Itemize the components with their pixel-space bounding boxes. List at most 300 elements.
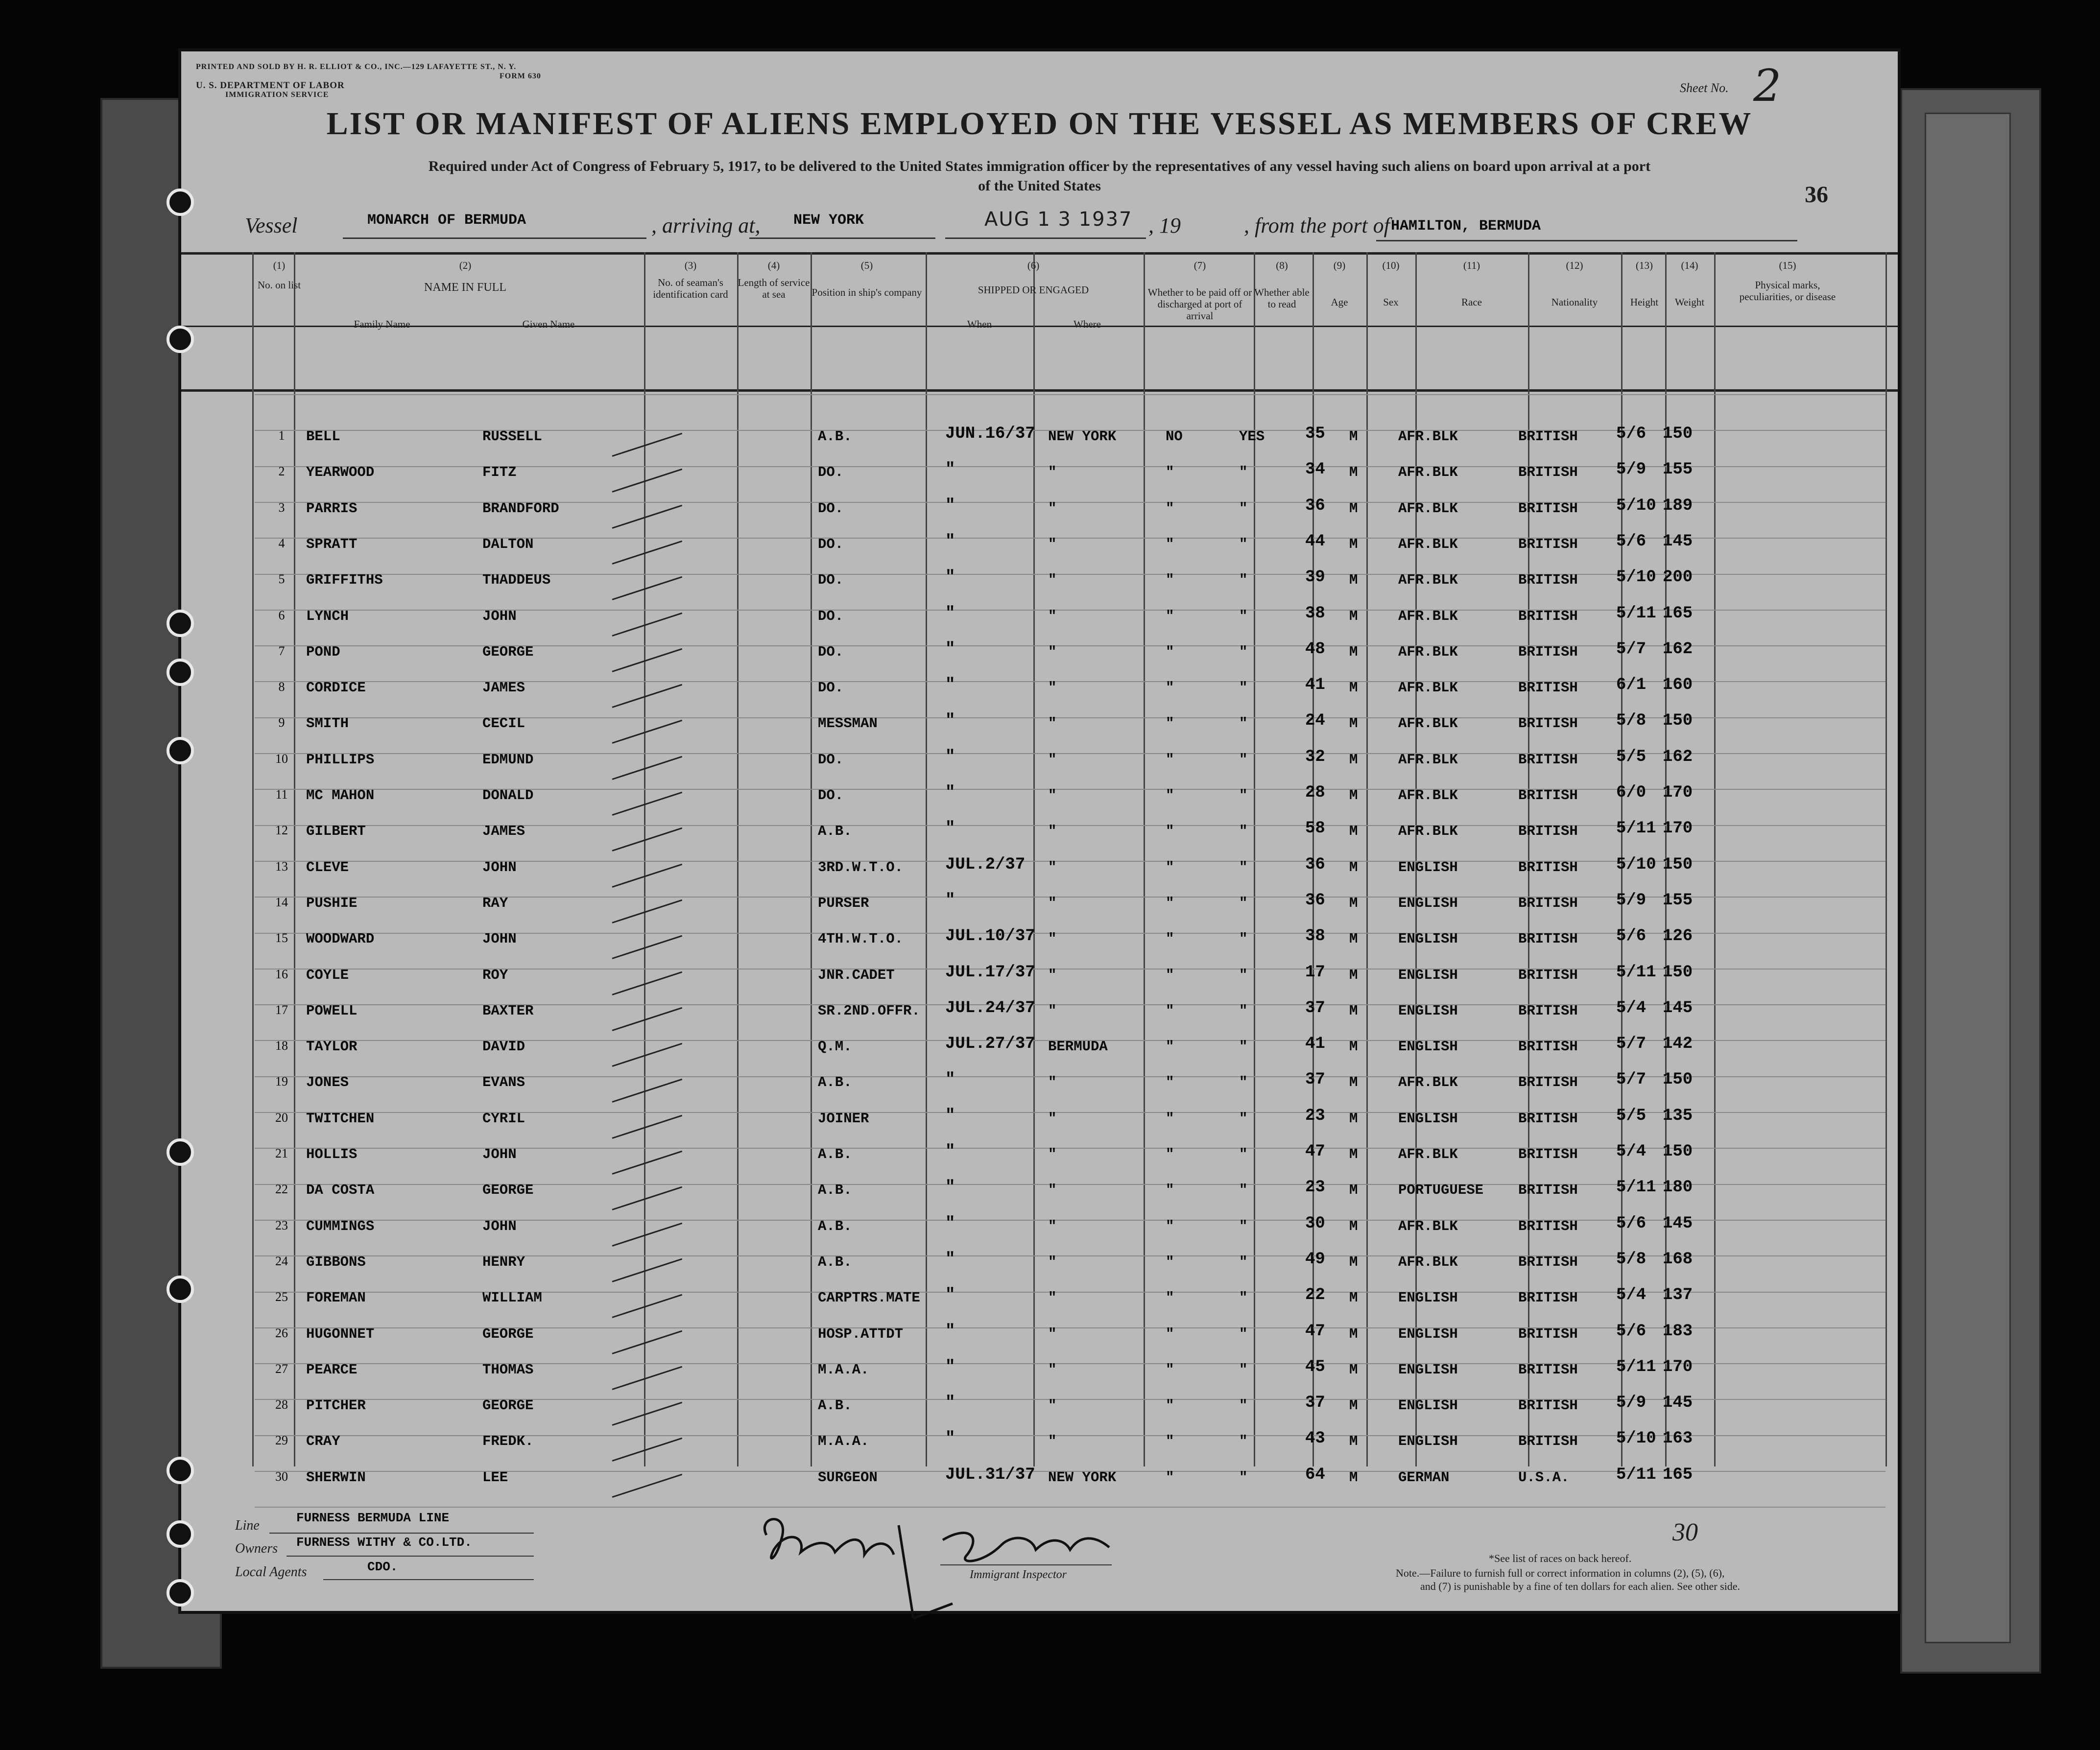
check-mark bbox=[612, 1222, 683, 1246]
check-mark bbox=[612, 935, 683, 959]
age: 28 bbox=[1305, 783, 1325, 802]
sex: M bbox=[1349, 1110, 1358, 1127]
race: AFR.BLK bbox=[1398, 1146, 1458, 1162]
race: AFR.BLK bbox=[1398, 572, 1458, 589]
age: 37 bbox=[1305, 1070, 1325, 1089]
shipped-where: " bbox=[1048, 1110, 1057, 1127]
binder-hole bbox=[167, 1520, 194, 1548]
sex: M bbox=[1349, 1218, 1358, 1234]
nationality: BRITISH bbox=[1518, 1110, 1578, 1127]
family-name: SPRATT bbox=[306, 536, 358, 552]
able-to-read: " bbox=[1239, 1253, 1248, 1270]
able-to-read: " bbox=[1239, 536, 1248, 552]
able-to-read: " bbox=[1239, 1002, 1248, 1019]
given-name: DONALD bbox=[482, 787, 534, 804]
shipped-when: " bbox=[945, 1322, 955, 1341]
position: M.A.A. bbox=[818, 1361, 869, 1378]
check-mark bbox=[612, 1007, 683, 1031]
age: 17 bbox=[1305, 963, 1325, 982]
check-mark bbox=[612, 1294, 683, 1318]
age: 47 bbox=[1305, 1142, 1325, 1161]
row-number: 19 bbox=[275, 1074, 288, 1089]
age: 37 bbox=[1305, 998, 1325, 1017]
able-to-read: " bbox=[1239, 751, 1248, 768]
able-to-read: " bbox=[1239, 967, 1248, 983]
able-to-read: " bbox=[1239, 715, 1248, 732]
given-name: WILLIAM bbox=[482, 1290, 542, 1306]
given-name: THOMAS bbox=[482, 1361, 534, 1378]
shipped-where: NEW YORK bbox=[1048, 1469, 1117, 1486]
height: 5/5 bbox=[1616, 747, 1647, 766]
position: JNR.CADET bbox=[818, 967, 895, 983]
weight: 135 bbox=[1663, 1106, 1693, 1125]
race: ENGLISH bbox=[1398, 1110, 1458, 1127]
race: ENGLISH bbox=[1398, 1433, 1458, 1450]
paid-off: " bbox=[1166, 1218, 1174, 1234]
race: AFR.BLK bbox=[1398, 536, 1458, 552]
weight: 150 bbox=[1663, 963, 1693, 982]
nationality: BRITISH bbox=[1518, 967, 1578, 983]
col6-when: When bbox=[967, 318, 992, 330]
height: 5/11 bbox=[1616, 604, 1656, 623]
age: 32 bbox=[1305, 747, 1325, 766]
binder-hole bbox=[167, 659, 194, 686]
weight: 145 bbox=[1663, 1394, 1693, 1413]
family-name: PUSHIE bbox=[306, 895, 358, 911]
family-name: MC MAHON bbox=[306, 787, 375, 804]
able-to-read: " bbox=[1239, 1218, 1248, 1234]
weight: 150 bbox=[1663, 855, 1693, 874]
paid-off: " bbox=[1166, 1361, 1174, 1378]
paid-off: " bbox=[1166, 1433, 1174, 1450]
family-name: HOLLIS bbox=[306, 1146, 358, 1162]
race: ENGLISH bbox=[1398, 931, 1458, 947]
weight: 189 bbox=[1663, 496, 1693, 515]
check-mark bbox=[612, 899, 683, 923]
paid-off: " bbox=[1166, 536, 1174, 552]
shipped-where: " bbox=[1048, 1325, 1057, 1342]
weight: 168 bbox=[1663, 1250, 1693, 1269]
column-rule bbox=[737, 252, 739, 1466]
family-name: SHERWIN bbox=[306, 1469, 366, 1486]
col1-header: No. on list bbox=[257, 279, 301, 291]
nationality: BRITISH bbox=[1518, 572, 1578, 589]
race: ENGLISH bbox=[1398, 1290, 1458, 1306]
row-number: 9 bbox=[278, 715, 285, 730]
local-agents-value: CDO. bbox=[367, 1560, 398, 1574]
check-mark bbox=[612, 1258, 683, 1282]
column-rule bbox=[811, 252, 812, 1466]
given-name: JOHN bbox=[482, 931, 517, 947]
shipped-when: " bbox=[945, 604, 955, 623]
col9-number: (9) bbox=[1333, 260, 1346, 271]
column-rule bbox=[644, 252, 645, 1466]
weight: 162 bbox=[1663, 639, 1693, 659]
age: 44 bbox=[1305, 532, 1325, 551]
able-to-read: " bbox=[1239, 1146, 1248, 1162]
shipped-when: " bbox=[945, 1286, 955, 1305]
age: 23 bbox=[1305, 1106, 1325, 1125]
weight: 126 bbox=[1663, 927, 1693, 946]
weight: 150 bbox=[1663, 425, 1693, 443]
owners-value: FURNESS WITHY & CO.LTD. bbox=[296, 1535, 472, 1550]
col10-number: (10) bbox=[1382, 260, 1400, 271]
height: 5/9 bbox=[1616, 891, 1647, 910]
binder-hole bbox=[167, 1579, 194, 1607]
shipped-when: " bbox=[945, 783, 955, 802]
race: AFR.BLK bbox=[1398, 1253, 1458, 1270]
given-name: FITZ bbox=[482, 464, 517, 481]
position: A.B. bbox=[818, 1146, 852, 1162]
shipped-when: " bbox=[945, 1429, 955, 1448]
family-name: TWITCHEN bbox=[306, 1110, 375, 1127]
line-value: FURNESS BERMUDA LINE bbox=[296, 1511, 450, 1525]
local-agents-label: Local Agents bbox=[235, 1564, 307, 1580]
column-rule bbox=[926, 252, 927, 1466]
able-to-read: " bbox=[1239, 787, 1248, 804]
weight: 145 bbox=[1663, 532, 1693, 551]
shipped-when: JUN.16/37 bbox=[945, 425, 1035, 443]
position: 3RD.W.T.O. bbox=[818, 859, 904, 875]
column-rule bbox=[1714, 252, 1716, 1466]
binder-hole bbox=[167, 610, 194, 637]
race: ENGLISH bbox=[1398, 1361, 1458, 1378]
nationality: BRITISH bbox=[1518, 787, 1578, 804]
height: 5/11 bbox=[1616, 963, 1656, 982]
shipped-when: JUL.10/37 bbox=[945, 927, 1035, 946]
paid-off: " bbox=[1166, 1002, 1174, 1019]
sex: M bbox=[1349, 1146, 1358, 1162]
race: AFR.BLK bbox=[1398, 643, 1458, 660]
family-name: PHILLIPS bbox=[306, 751, 375, 768]
able-to-read: " bbox=[1239, 931, 1248, 947]
col14-header: Weight bbox=[1674, 296, 1705, 308]
check-mark bbox=[612, 504, 683, 528]
col8-header: Whether able to read bbox=[1254, 286, 1310, 310]
able-to-read: " bbox=[1239, 1182, 1248, 1199]
nationality: BRITISH bbox=[1518, 1361, 1578, 1378]
shipped-when: " bbox=[945, 676, 955, 695]
height: 5/11 bbox=[1616, 1357, 1656, 1376]
race: AFR.BLK bbox=[1398, 608, 1458, 624]
shipped-where: " bbox=[1048, 823, 1057, 840]
age: 35 bbox=[1305, 425, 1325, 443]
row-number: 8 bbox=[278, 680, 285, 694]
sex: M bbox=[1349, 536, 1358, 552]
sex: M bbox=[1349, 895, 1358, 911]
height: 5/6 bbox=[1616, 1214, 1647, 1233]
weight: 163 bbox=[1663, 1429, 1693, 1448]
binder-hole bbox=[167, 1276, 194, 1303]
position: M.A.A. bbox=[818, 1433, 869, 1450]
paid-off: " bbox=[1166, 1110, 1174, 1127]
binder-hole bbox=[167, 737, 194, 764]
family-name: LYNCH bbox=[306, 608, 349, 624]
column-rule bbox=[1885, 252, 1887, 1466]
nationality: BRITISH bbox=[1518, 643, 1578, 660]
arriving-label: , arriving at, bbox=[651, 213, 761, 237]
age: 34 bbox=[1305, 460, 1325, 479]
sex: M bbox=[1349, 1469, 1358, 1486]
row-number: 23 bbox=[275, 1218, 288, 1232]
position: JOINER bbox=[818, 1110, 869, 1127]
col4-header: Length of service at sea bbox=[738, 277, 810, 300]
weight: 162 bbox=[1663, 747, 1693, 766]
col10-header: Sex bbox=[1383, 296, 1399, 308]
col6-number: (6) bbox=[1027, 260, 1040, 271]
paid-off: " bbox=[1166, 1182, 1174, 1199]
row-number: 18 bbox=[275, 1039, 288, 1053]
weight: 180 bbox=[1663, 1178, 1693, 1197]
paid-off: " bbox=[1166, 608, 1174, 624]
nationality: BRITISH bbox=[1518, 1039, 1578, 1055]
nationality: U.S.A. bbox=[1518, 1469, 1570, 1486]
nationality: BRITISH bbox=[1518, 715, 1578, 732]
age: 48 bbox=[1305, 639, 1325, 659]
race: AFR.BLK bbox=[1398, 787, 1458, 804]
sex: M bbox=[1349, 1253, 1358, 1270]
able-to-read: " bbox=[1239, 1110, 1248, 1127]
shipped-when: " bbox=[945, 747, 955, 766]
row-number: 21 bbox=[275, 1146, 288, 1160]
col2-given-name: Given Name bbox=[522, 318, 575, 330]
position: DO. bbox=[818, 500, 844, 517]
check-mark bbox=[612, 469, 683, 493]
check-mark bbox=[612, 612, 683, 636]
age: 24 bbox=[1305, 711, 1325, 731]
paid-off: " bbox=[1166, 572, 1174, 589]
row-number: 10 bbox=[275, 751, 288, 766]
shipped-when: " bbox=[945, 1394, 955, 1413]
age: 43 bbox=[1305, 1429, 1325, 1448]
position: DO. bbox=[818, 464, 844, 481]
check-mark bbox=[612, 1330, 683, 1354]
shipped-when: JUL.27/37 bbox=[945, 1035, 1035, 1054]
printer-imprint bbox=[196, 62, 541, 99]
shipped-where: " bbox=[1048, 787, 1057, 804]
check-mark bbox=[612, 433, 683, 457]
owners-label: Owners bbox=[235, 1541, 278, 1556]
position: DO. bbox=[818, 608, 844, 624]
shipped-where: " bbox=[1048, 715, 1057, 732]
nationality: BRITISH bbox=[1518, 895, 1578, 911]
sex: M bbox=[1349, 1361, 1358, 1378]
race: AFR.BLK bbox=[1398, 500, 1458, 517]
height: 5/6 bbox=[1616, 1322, 1647, 1341]
row-number: 22 bbox=[275, 1182, 288, 1197]
family-name: POWELL bbox=[306, 1002, 358, 1019]
position: Q.M. bbox=[818, 1039, 852, 1055]
position: A.B. bbox=[818, 1074, 852, 1091]
height: 5/4 bbox=[1616, 998, 1647, 1017]
height: 5/6 bbox=[1616, 927, 1647, 946]
nationality: BRITISH bbox=[1518, 1182, 1578, 1199]
paid-off: " bbox=[1166, 1397, 1174, 1414]
col2-number: (2) bbox=[459, 260, 472, 271]
line-label: Line bbox=[235, 1518, 260, 1533]
position: A.B. bbox=[818, 823, 852, 840]
sex: M bbox=[1349, 428, 1358, 445]
shipped-when: " bbox=[945, 460, 955, 479]
vessel-label: Vessel bbox=[245, 213, 298, 237]
row-number: 7 bbox=[278, 643, 285, 658]
col5-number: (5) bbox=[860, 260, 873, 271]
paid-off: " bbox=[1166, 1253, 1174, 1270]
shipped-where: " bbox=[1048, 931, 1057, 947]
given-name: JOHN bbox=[482, 859, 517, 875]
nationality: BRITISH bbox=[1518, 500, 1578, 517]
year-label: , 19 bbox=[1148, 213, 1181, 237]
sex: M bbox=[1349, 823, 1358, 840]
position: A.B. bbox=[818, 1253, 852, 1270]
age: 36 bbox=[1305, 855, 1325, 874]
family-name: DA COSTA bbox=[306, 1182, 375, 1199]
nationality: BRITISH bbox=[1518, 931, 1578, 947]
from-port-underline bbox=[1376, 240, 1797, 241]
race: ENGLISH bbox=[1398, 967, 1458, 983]
col9-header: Age bbox=[1331, 296, 1348, 308]
height: 5/9 bbox=[1616, 460, 1647, 479]
family-name: CORDICE bbox=[306, 680, 366, 696]
given-name: JAMES bbox=[482, 680, 525, 696]
col12-header: Nationality bbox=[1551, 296, 1598, 308]
column-rule bbox=[1366, 252, 1368, 1466]
shipped-where: " bbox=[1048, 572, 1057, 589]
check-mark bbox=[612, 828, 683, 851]
family-name: CUMMINGS bbox=[306, 1218, 375, 1234]
shipped-when: " bbox=[945, 1106, 955, 1125]
given-name: EDMUND bbox=[482, 751, 534, 768]
able-to-read: " bbox=[1239, 572, 1248, 589]
height: 5/7 bbox=[1616, 1070, 1647, 1089]
check-mark bbox=[612, 792, 683, 816]
shipped-when: " bbox=[945, 1070, 955, 1089]
col15-header: Physical marks, peculiarities, or disease bbox=[1739, 279, 1836, 303]
row-number: 2 bbox=[278, 464, 285, 479]
shipped-when: " bbox=[945, 711, 955, 731]
given-name: GEORGE bbox=[482, 1397, 534, 1414]
weight: 150 bbox=[1663, 711, 1693, 731]
sex: M bbox=[1349, 1182, 1358, 1199]
race: ENGLISH bbox=[1398, 1325, 1458, 1342]
manifest-subtitle bbox=[181, 157, 1898, 196]
able-to-read: " bbox=[1239, 464, 1248, 481]
shipped-where: " bbox=[1048, 1253, 1057, 1270]
page-number: 36 bbox=[1805, 182, 1828, 208]
paid-off: " bbox=[1166, 751, 1174, 768]
able-to-read: " bbox=[1239, 1074, 1248, 1091]
position: DO. bbox=[818, 572, 844, 589]
able-to-read: " bbox=[1239, 643, 1248, 660]
paid-off: " bbox=[1166, 715, 1174, 732]
check-mark bbox=[612, 541, 683, 565]
position: A.B. bbox=[818, 1397, 852, 1414]
arriving-underline bbox=[749, 237, 935, 239]
sex: M bbox=[1349, 1074, 1358, 1091]
age: 47 bbox=[1305, 1322, 1325, 1341]
height: 5/8 bbox=[1616, 711, 1647, 731]
col5-header: Position in ship's company bbox=[811, 286, 922, 298]
given-name: DAVID bbox=[482, 1039, 525, 1055]
paid-off: " bbox=[1166, 680, 1174, 696]
nationality: BRITISH bbox=[1518, 608, 1578, 624]
paid-off: NO bbox=[1166, 428, 1183, 445]
shipped-where: " bbox=[1048, 1002, 1057, 1019]
given-name: CYRIL bbox=[482, 1110, 525, 1127]
race: ENGLISH bbox=[1398, 859, 1458, 875]
shipped-where: " bbox=[1048, 1182, 1057, 1199]
age: 41 bbox=[1305, 1035, 1325, 1054]
from-port: HAMILTON, BERMUDA bbox=[1391, 218, 1541, 235]
height: 6/0 bbox=[1616, 783, 1647, 802]
check-mark bbox=[612, 684, 683, 708]
family-name: TAYLOR bbox=[306, 1039, 358, 1055]
given-name: BRANDFORD bbox=[482, 500, 559, 517]
nationality: BRITISH bbox=[1518, 464, 1578, 481]
sex: M bbox=[1349, 1039, 1358, 1055]
sex: M bbox=[1349, 1325, 1358, 1342]
position: SR.2ND.OFFR. bbox=[818, 1002, 920, 1019]
row-rule bbox=[255, 394, 1885, 395]
row-number: 1 bbox=[278, 428, 285, 443]
age: 36 bbox=[1305, 891, 1325, 910]
row-number: 20 bbox=[275, 1110, 288, 1125]
row-number: 12 bbox=[275, 823, 288, 838]
paid-off: " bbox=[1166, 931, 1174, 947]
paid-off: " bbox=[1166, 1146, 1174, 1162]
subtitle-line-1: Required under Act of Congress of February 5, 1917, to be delivered to the United States immigration officer by the representatives of any vessel having such aliens on board upon arrival at a port bbox=[428, 158, 1651, 174]
age: 22 bbox=[1305, 1286, 1325, 1305]
family-name: GRIFFITHS bbox=[306, 572, 383, 589]
sex: M bbox=[1349, 500, 1358, 517]
paid-off: " bbox=[1166, 500, 1174, 517]
line-underline bbox=[269, 1533, 534, 1534]
owners-underline bbox=[286, 1556, 534, 1557]
agents-underline bbox=[323, 1579, 534, 1580]
imprint-line-2: FORM 630 bbox=[500, 72, 541, 80]
date-stamp: AUG 1 3 1937 bbox=[984, 208, 1133, 231]
height: 5/6 bbox=[1616, 425, 1647, 443]
col13-number: (13) bbox=[1636, 260, 1653, 271]
shipped-where: " bbox=[1048, 536, 1057, 552]
nationality: BRITISH bbox=[1518, 1074, 1578, 1091]
race: AFR.BLK bbox=[1398, 715, 1458, 732]
weight: 142 bbox=[1663, 1035, 1693, 1054]
age: 30 bbox=[1305, 1214, 1325, 1233]
height: 5/8 bbox=[1616, 1250, 1647, 1269]
note-line-1: Note.—Failure to furnish full or correct information in columns (2), (5), (6), bbox=[1396, 1567, 1725, 1579]
able-to-read: " bbox=[1239, 608, 1248, 624]
weight: 170 bbox=[1663, 1357, 1693, 1376]
row-number: 16 bbox=[275, 967, 288, 981]
arriving-port: NEW YORK bbox=[793, 212, 864, 229]
family-name: CLEVE bbox=[306, 859, 349, 875]
nationality: BRITISH bbox=[1518, 1253, 1578, 1270]
shipped-when: JUL.2/37 bbox=[945, 855, 1026, 874]
manifest-page bbox=[181, 51, 1898, 1611]
shipped-where: " bbox=[1048, 859, 1057, 875]
col1-number: (1) bbox=[273, 260, 286, 271]
weight: 160 bbox=[1663, 676, 1693, 695]
height: 5/10 bbox=[1616, 568, 1656, 587]
date-underline bbox=[945, 237, 1146, 239]
col13-header: Height bbox=[1630, 296, 1659, 308]
able-to-read: " bbox=[1239, 1039, 1248, 1055]
binder-hole bbox=[167, 1138, 194, 1166]
row-number: 15 bbox=[275, 931, 288, 946]
paid-off: " bbox=[1166, 859, 1174, 875]
age: 37 bbox=[1305, 1394, 1325, 1413]
